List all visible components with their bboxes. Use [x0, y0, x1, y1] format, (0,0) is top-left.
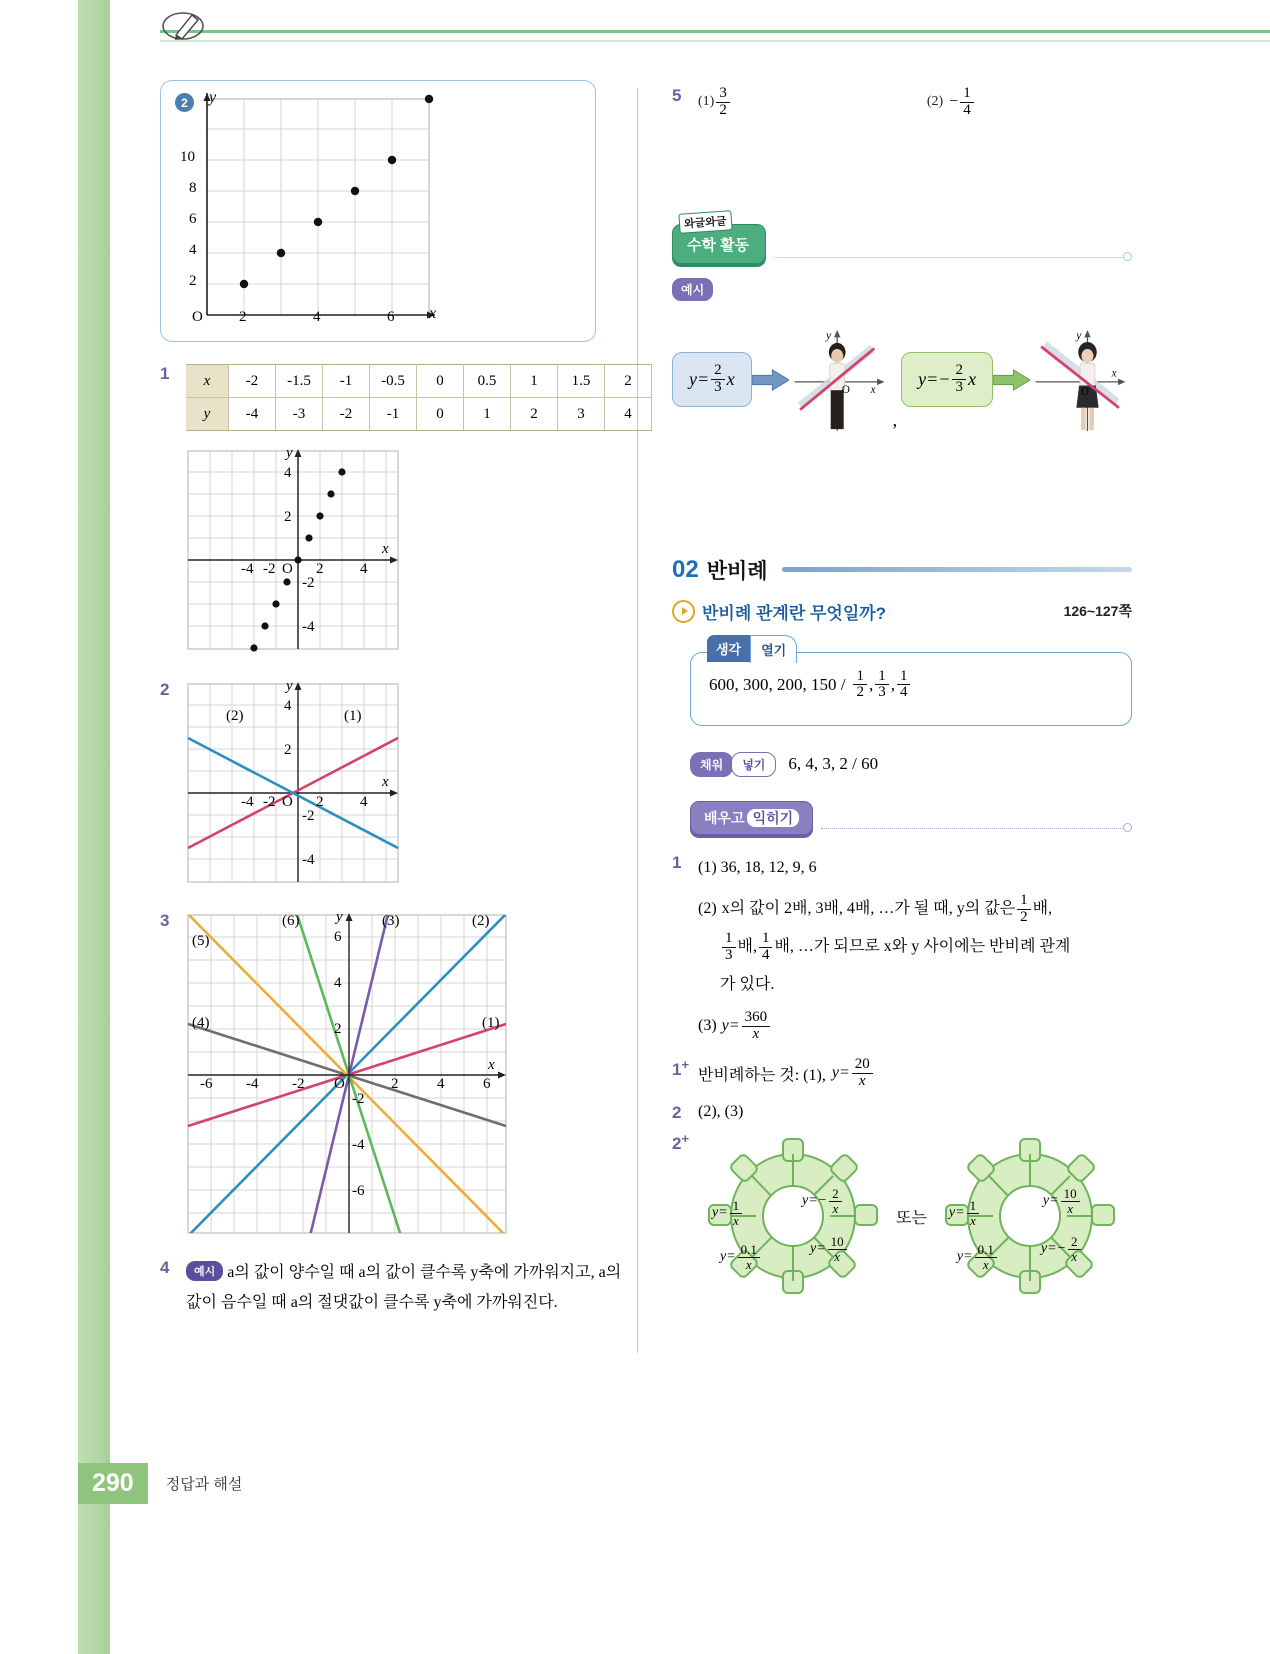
practice-1-plus-num: 20: [852, 1057, 873, 1074]
q3-ytick-4: 4: [334, 975, 342, 991]
q3-ytick--2: -2: [352, 1091, 365, 1107]
learn-header: [690, 801, 1132, 835]
think-open-fraction-1: [853, 669, 867, 702]
practice-1-item-2-fraction-1: [1017, 893, 1031, 926]
scatter-x-axis-label: x: [429, 305, 437, 322]
gear2-bl-num: 0.1: [975, 1243, 997, 1258]
q1-xtick-4: 4: [360, 561, 368, 577]
gear1-tr-num: 2: [829, 1187, 842, 1202]
question-5: [672, 86, 1132, 119]
scatter-origin-label: O: [192, 309, 203, 325]
gear2-left-fraction: [967, 1199, 980, 1227]
activity-example-row: [672, 278, 1132, 301]
gear1-bl-den: x: [745, 1256, 752, 1272]
q1-x-5: 0.5: [464, 365, 511, 398]
column-divider: [637, 88, 638, 1353]
gear1-label-bottom-right: [810, 1235, 849, 1263]
q5-number: 5: [672, 86, 682, 105]
gear-or-label: 또는: [896, 1209, 927, 1227]
activity-photo-person-negative: [1030, 320, 1132, 440]
question-1: [160, 364, 630, 431]
q2-graph: [186, 680, 401, 887]
q3-x-axis-label: x: [488, 1057, 495, 1073]
page-footer: [78, 1463, 242, 1504]
gear1-left-lead: y=: [712, 1205, 728, 1221]
think-fraction-1-den: 2: [856, 684, 864, 701]
practice-1-plus-den: x: [858, 1072, 866, 1089]
q4-example-badge: 예시: [186, 1261, 223, 1281]
gear1-bl-lead: y=: [720, 1249, 736, 1265]
practice-2: [672, 1103, 1132, 1123]
scatter-ytick-10: 10: [180, 149, 195, 165]
q1-x-4: 0: [417, 365, 464, 398]
practice-1-frac3-num: 1: [759, 931, 773, 948]
practice-1-item-3-fraction: [742, 1010, 771, 1043]
practice-1-item-2-text-a: x의 값이 2배, 3배, 4배, …가 될 때, y의 값은: [721, 899, 1016, 917]
q1-ytick--2: -2: [302, 575, 315, 591]
gear2-bl-lead: y=: [956, 1249, 973, 1265]
gear1-label-bottom-left: [720, 1243, 762, 1271]
practice-1-plus-sup: +: [681, 1056, 690, 1072]
activity-badge-label: 수학 활동: [687, 236, 750, 254]
q1-y-axis-label: y: [286, 445, 293, 461]
q1-y-3: -1: [370, 398, 417, 431]
q5-item2-fraction: [960, 86, 974, 119]
q2-origin-label: O: [282, 794, 293, 810]
q3-line-label-5: (5): [192, 933, 210, 949]
q1-graph: [186, 447, 401, 654]
q1-origin-label: O: [282, 561, 293, 577]
q1-ytick-4: 4: [284, 465, 292, 481]
q1-y-4: 0: [417, 398, 464, 431]
think-fraction-3-num: 1: [897, 669, 911, 686]
think-sep-1: ,: [868, 674, 874, 694]
q1-xtick--2: -2: [263, 561, 276, 577]
practice-1-plus-eq-lead: y=: [831, 1064, 850, 1082]
svg-text:x: x: [870, 383, 876, 396]
gear1-label-left: [712, 1199, 744, 1227]
q2-xtick-2: 2: [316, 794, 324, 810]
activity-eq-left-den: 3: [714, 379, 722, 395]
practice-1-item-3-lead: y=: [721, 1017, 740, 1035]
activity-header: [672, 215, 1132, 264]
play-circle-icon: [672, 600, 695, 623]
gear2-label-bottom-right: [1041, 1235, 1083, 1263]
q3-xtick-2: 2: [391, 1076, 399, 1092]
q1-number: 1: [160, 364, 170, 383]
activity-photo-person-positive: [789, 320, 891, 440]
gear1-label-top-right: [802, 1187, 844, 1215]
section-number: 02: [672, 555, 699, 583]
q3-line-label-4: (4): [192, 1015, 210, 1031]
practice-1-plus: [672, 1057, 1132, 1090]
practice-1-item-2-label: (2): [698, 899, 717, 917]
practice-1-plus-number: 1: [672, 1059, 682, 1079]
think-open-tab-a: 생각: [707, 635, 750, 662]
think-fraction-2-num: 1: [875, 669, 889, 686]
section-title: [672, 555, 1132, 585]
question-3: [160, 911, 630, 1236]
svg-text:O: O: [1081, 385, 1090, 398]
practice-1: [672, 853, 1132, 1043]
practice-1-item-3-label: (3): [698, 1017, 717, 1035]
subsection-page-ref: 126~127쪽: [1063, 603, 1132, 619]
gear2-tr-num: 10: [1061, 1187, 1080, 1202]
q5-item2-numerator: 1: [960, 86, 974, 103]
gear1-br-den: x: [834, 1248, 841, 1264]
scatter-xtick-2: 2: [239, 309, 247, 325]
q1-y-5: 1: [464, 398, 511, 431]
practice-1-item-2-text-b: 배,: [1032, 899, 1053, 917]
activity-eq-right-fraction: [952, 363, 966, 396]
q3-y-axis-label: y: [336, 909, 343, 925]
gear2-tr-lead: y=: [1042, 1193, 1059, 1209]
gear2-bl-fraction: [975, 1243, 997, 1271]
q5-item1-denominator: 2: [719, 101, 727, 118]
scatter-ytick-8: 8: [189, 180, 197, 196]
gear2-br-num: 2: [1068, 1235, 1081, 1250]
practice-1-item-3-den: x: [752, 1026, 760, 1043]
activity-figure: [672, 315, 1132, 445]
q2-xtick-4: 4: [360, 794, 368, 810]
q5-item1-numerator: 3: [716, 86, 730, 103]
practice-1-frac1-den: 2: [1020, 908, 1028, 925]
gear1-bl-fraction: [738, 1243, 760, 1271]
practice-2-number: 2: [672, 1103, 682, 1123]
arrow-right-blue-icon: [752, 369, 789, 391]
line-chart-3: [186, 911, 508, 1236]
q1-x-axis-label: x: [382, 541, 389, 557]
activity-eq-right-den: 3: [955, 379, 963, 395]
scatter-chart-2: [186, 447, 401, 654]
page-number: 290: [78, 1463, 148, 1504]
q2-x-axis-label: x: [382, 774, 389, 790]
activity-eq-left-lead: y=: [689, 369, 710, 389]
scatter-ytick-4: 4: [189, 242, 197, 258]
q2-ytick-4: 4: [284, 698, 292, 714]
gear2-bl-den: x: [982, 1256, 989, 1272]
q2-xtick--2: -2: [263, 794, 276, 810]
gear2-br-den: x: [1071, 1248, 1078, 1264]
practice-1-item-1-label: (1): [698, 858, 717, 876]
gear2-left-num: 1: [967, 1199, 980, 1214]
section-rule: [782, 567, 1132, 572]
q3-origin-label: O: [334, 1076, 345, 1092]
q2-ytick--2: -2: [302, 808, 315, 824]
practice-1-number: 1: [672, 852, 682, 872]
gear2-label-top-right: [1043, 1187, 1082, 1215]
question-4: [160, 1258, 630, 1317]
practice-1-item-3-num: 360: [742, 1010, 771, 1027]
svg-text:y: y: [1076, 329, 1082, 342]
q1-y-6: 2: [511, 398, 558, 431]
fill-in-answer: 6, 4, 3, 2 / 60: [788, 754, 879, 773]
practice-2-plus-number: 2: [672, 1134, 682, 1154]
activity-badge-tag: 와글와글: [678, 210, 732, 234]
practice-1-frac2-den: 3: [725, 947, 733, 964]
activity-eq-left-tail: x: [726, 369, 735, 389]
footer-label: 정답과 해설: [165, 1476, 243, 1493]
subsection-header: [672, 599, 1132, 624]
q1-x-2: -1: [323, 365, 370, 398]
q5-item1-fraction: [716, 86, 730, 119]
activity-dotted-rule: [774, 257, 1123, 258]
q3-graph: [186, 911, 508, 1236]
gear2-br-lead: y=−: [1040, 1241, 1067, 1257]
gear1-tr-den: x: [832, 1200, 839, 1216]
think-open-sequence: 600, 300, 200, 150 /: [709, 674, 846, 694]
q1-x-8: 2: [605, 365, 652, 398]
practice-1-frac2-num: 1: [722, 931, 736, 948]
gear1-br-num: 10: [828, 1235, 847, 1250]
gear-puzzle-2: [935, 1131, 1125, 1301]
practice-1-plus-text: 반비례하는 것: (1),: [698, 1066, 826, 1084]
fill-in-badge-b: 넣기: [731, 752, 776, 777]
table-row: [186, 398, 652, 431]
gear1-left-den: x: [733, 1212, 739, 1228]
q1-ytick--4: -4: [302, 619, 315, 635]
activity-eq-right-lead: y=−: [918, 369, 951, 389]
scatter-ytick-2: 2: [189, 273, 197, 289]
think-fraction-2-den: 3: [878, 684, 886, 701]
q1-y-7: 3: [558, 398, 605, 431]
think-open-block: [690, 642, 1132, 726]
q3-ytick--4: -4: [352, 1137, 365, 1153]
q1-x-6: 1: [511, 365, 558, 398]
gear2-br-fraction: [1068, 1235, 1081, 1263]
practice-2-text: (2), (3): [698, 1103, 744, 1121]
practice-1-item-2: [698, 893, 1118, 926]
scatter-xtick-4: 4: [313, 309, 321, 325]
table-row: [186, 365, 652, 398]
gear1-tr-lead: y=−: [802, 1193, 828, 1209]
q3-xtick--6: -6: [200, 1076, 213, 1092]
fill-in-row: [690, 752, 1132, 777]
practice-1-frac3-den: 4: [761, 947, 770, 964]
q5-item1-label: (1): [698, 94, 715, 110]
activity-comma: ,: [892, 409, 898, 430]
q1-y-1: -3: [276, 398, 323, 431]
gear2-left-lead: y=: [948, 1205, 965, 1221]
scatter-xtick-6: 6: [387, 309, 395, 325]
think-open-tab: [707, 635, 797, 663]
subsection-title: 반비례 관계란 무엇일까?: [702, 603, 887, 623]
q2-number: 2: [160, 680, 170, 699]
practice-2-plus-sup: +: [681, 1131, 690, 1147]
q1-ytick-2: 2: [284, 509, 292, 525]
practice-1-frac1-num: 1: [1017, 893, 1031, 910]
q1-value-table: [186, 364, 652, 431]
gear2-tr-fraction: [1061, 1187, 1080, 1215]
left-column: [160, 80, 630, 1317]
practice-1-item-2-fraction-3: [759, 931, 773, 964]
svg-text:y: y: [825, 329, 831, 342]
header-rule-secondary: [160, 40, 1270, 42]
q3-line-label-2: (2): [472, 913, 490, 929]
question-2: [160, 680, 630, 887]
gear-puzzle-1: [698, 1131, 888, 1301]
practice-1-plus-fraction: [852, 1057, 873, 1090]
gear1-br-lead: y=: [810, 1241, 826, 1257]
q1-x-7: 1.5: [558, 365, 605, 398]
activity-dot-end: [1123, 252, 1132, 261]
gear1-left-num: 1: [730, 1199, 743, 1214]
q1-x-0: -2: [229, 365, 276, 398]
gear2-label-left: [949, 1199, 981, 1227]
q1-xtick--4: -4: [241, 561, 254, 577]
activity-equation-box-right: [901, 352, 993, 407]
activity-example-badge: 예시: [672, 278, 713, 301]
page-spine: [78, 0, 110, 1654]
svg-text:x: x: [1111, 366, 1117, 379]
q1-y-2: -2: [323, 398, 370, 431]
q1-y-0: -4: [229, 398, 276, 431]
activity-equation-box-left: [672, 352, 752, 407]
activity-eq-right-tail: x: [967, 369, 976, 389]
scatter-y-axis-label: y: [209, 89, 217, 106]
scatter-ytick-6: 6: [189, 211, 197, 227]
practice-1-item-2-text-c: 배,: [737, 938, 757, 956]
q3-xtick--4: -4: [246, 1076, 259, 1092]
q3-xtick-4: 4: [437, 1076, 445, 1092]
gear2-left-den: x: [969, 1212, 976, 1228]
practice-1-item-3: [698, 1010, 1118, 1043]
q5-item2-denominator: 4: [963, 101, 971, 118]
fill-in-badge-a: 채워: [690, 752, 733, 777]
think-open-tab-b: 열기: [750, 635, 797, 663]
q2-y-axis-label: y: [286, 678, 293, 694]
learn-badge-a: 배우고: [704, 809, 745, 826]
think-fraction-1-num: 1: [853, 669, 867, 686]
think-sep-2: ,: [890, 674, 895, 694]
q5-item2-label: (2): [926, 94, 944, 110]
gear2-tr-den: x: [1067, 1200, 1073, 1216]
q2-ytick-2: 2: [284, 742, 292, 758]
q5-item2-sign: −: [949, 93, 959, 111]
think-open-fraction-3: [897, 669, 911, 702]
q1-row-label-x: x: [186, 365, 229, 398]
scatter-chart-1: [189, 87, 589, 337]
svg-text:O: O: [841, 383, 850, 396]
q3-line-label-3: (3): [382, 913, 400, 929]
q2-line-label-1: (1): [344, 708, 362, 724]
q3-ytick-2: 2: [334, 1021, 342, 1037]
learn-dotted-rule: [821, 828, 1123, 829]
q3-ytick-6: 6: [334, 929, 342, 945]
section-name: 반비례: [706, 559, 768, 583]
right-column: [672, 80, 1132, 1301]
gear2-label-bottom-left: [957, 1243, 999, 1271]
learn-badge-b: 익히기: [747, 809, 800, 827]
gear1-br-fraction: [828, 1235, 847, 1263]
q1-row-label-y: y: [186, 398, 229, 431]
think-fraction-3-den: 4: [899, 684, 908, 701]
q3-line-label-6: (6): [282, 913, 300, 929]
practice-2-plus: [672, 1131, 1132, 1301]
header-rule: [160, 30, 1270, 33]
q3-ytick--6: -6: [352, 1183, 365, 1199]
q1-x-3: -0.5: [370, 365, 417, 398]
think-open-fraction-2: [875, 669, 889, 702]
q1-x-1: -1.5: [276, 365, 323, 398]
q4-number: 4: [160, 1258, 170, 1277]
q3-xtick--2: -2: [292, 1076, 305, 1092]
practice-1-item-2-fraction-2: [722, 931, 736, 964]
practice-1-item-1: [698, 853, 1118, 883]
q2-xtick--4: -4: [241, 794, 254, 810]
learn-dot-end: [1123, 823, 1132, 832]
q1-xtick-2: 2: [316, 561, 324, 577]
practice-1-item-1-text: 36, 18, 12, 9, 6: [720, 858, 817, 876]
q3-line-label-1: (1): [482, 1015, 500, 1031]
gear1-left-fraction: [730, 1199, 743, 1227]
gear1-bl-num: 0.1: [738, 1243, 760, 1258]
activity-eq-left-fraction: [711, 363, 725, 396]
gear1-tr-fraction: [829, 1187, 842, 1215]
practice-1-item-2-text-d: 배, …가 되므로 x와 y 사이에는 반비례 관계: [774, 938, 1071, 956]
activity-badge: [672, 215, 766, 264]
q2-line-label-2: (2): [226, 708, 244, 724]
scatter-card: [160, 80, 596, 342]
scatter-card-marker: 2: [175, 93, 194, 112]
practice-1-item-2-cont: [720, 931, 1118, 964]
pencil-icon: [160, 8, 206, 44]
q3-number: 3: [160, 911, 170, 930]
q3-xtick-6: 6: [483, 1076, 491, 1092]
activity-eq-right-num: 2: [952, 363, 966, 380]
arrow-right-green-icon: [993, 369, 1030, 391]
learn-badge: [690, 801, 813, 835]
q1-y-8: 4: [605, 398, 652, 431]
practice-1-item-2-text-e: 가 있다.: [720, 975, 775, 993]
q4-answer-text: a의 값이 양수일 때 a의 값이 클수록 y축에 가까워지고, a의 값이 음수일 때 a의 절댓값이 클수록 y축에 가까워진다.: [186, 1264, 622, 1311]
activity-eq-left-num: 2: [711, 363, 725, 380]
line-chart-2: [186, 680, 401, 887]
think-open-box: [690, 642, 1132, 726]
q2-ytick--4: -4: [302, 852, 315, 868]
